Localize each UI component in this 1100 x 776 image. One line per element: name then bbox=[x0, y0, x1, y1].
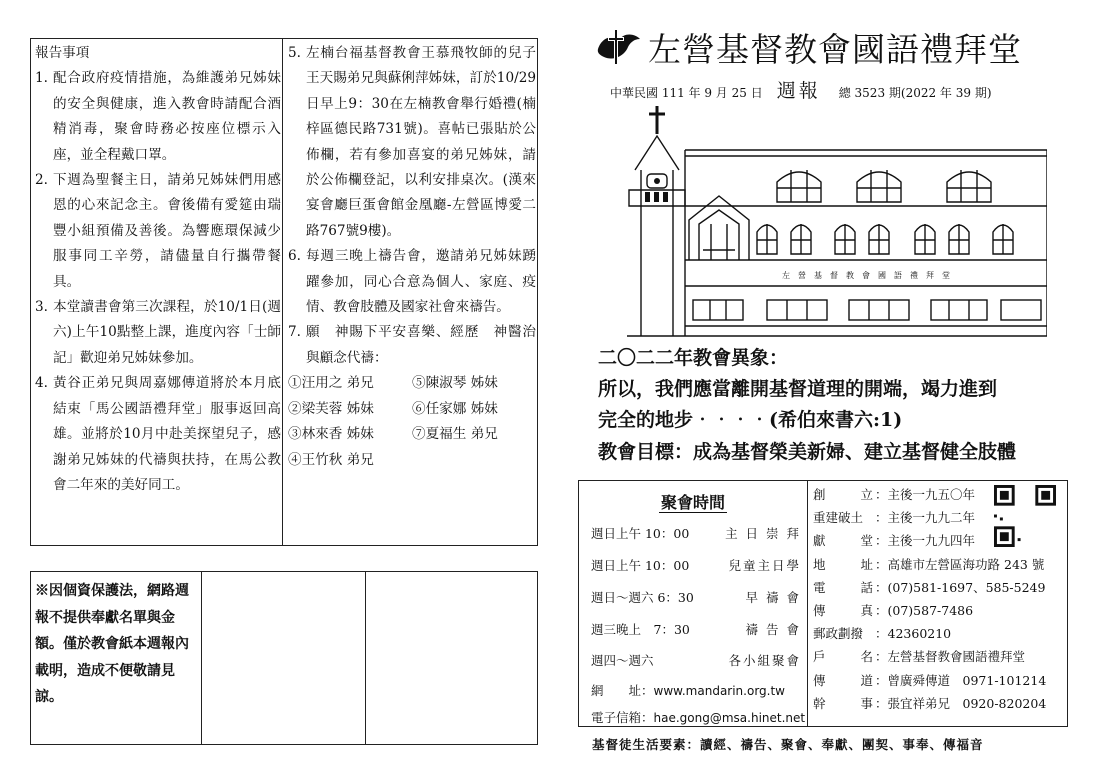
church-detail-row: 創 立 ： 主後一九五〇年 bbox=[813, 483, 1067, 506]
church-detail-value: (07)587-7486 bbox=[887, 603, 974, 619]
issue-number: 總 3523 期(2022 年 39 期) bbox=[838, 86, 992, 100]
service-row: 週日～週六 6：30 早 禱 會 bbox=[591, 590, 801, 605]
vision-verse-line-1: 所以，我們應當離開基督道理的開端，竭力進到 bbox=[598, 378, 998, 400]
service-times bbox=[579, 481, 807, 726]
prayer-row: ③林來香 姊妹 ⑦夏福生 弟兄 bbox=[288, 426, 498, 443]
prayer-row: ④王竹秋 弟兄 bbox=[288, 451, 374, 468]
email-row: 電子信箱：hae.gong@msa.hinet.net bbox=[591, 710, 806, 725]
church-detail-label: 幹 事 bbox=[813, 695, 873, 711]
bulletin-subheader bbox=[610, 76, 1070, 103]
church-detail-row: 重建破土 ： 主後一九九二年 bbox=[813, 506, 1067, 529]
announcements-right-column bbox=[286, 41, 536, 473]
building-sign: 左 營 基 督 教 會 國 語 禮 拜 堂 bbox=[782, 271, 950, 280]
website-link[interactable]: www.mandarin.org.tw bbox=[653, 684, 785, 698]
service-row: 週四～週六 各小組聚會 bbox=[591, 653, 801, 668]
church-detail-value: (07)581-1697、585-5249 bbox=[887, 579, 1046, 595]
service-row: 週三晚上 7：30 禱 告 會 bbox=[591, 622, 801, 637]
announcement-item-3: 3. 本堂讀書會第三次課程，於10/1日(週六)上午10點整上課，進度內容「士師記」歡迎弟兄姊妹參加。 bbox=[35, 299, 281, 366]
church-info-box bbox=[578, 480, 1068, 727]
announcement-item-6: 6. 每週三晚上禱告會，邀請弟兄姊妹踴躍參加，同心合意為個人、家庭、疫情、教會肢體及國家社會來禱告。 bbox=[288, 248, 536, 316]
church-detail-label: 戶 名 bbox=[813, 649, 873, 665]
church-detail-row: 地 址 ： 高雄市左營區海功路 243 號 bbox=[813, 553, 1067, 576]
email-link[interactable]: hae.gong@msa.hinet.net bbox=[653, 711, 806, 725]
church-detail-label: 創 立 bbox=[813, 487, 873, 502]
church-detail-value: 曾廣舜傳道 0971-101214 bbox=[887, 672, 1047, 688]
column-divider bbox=[282, 39, 283, 545]
service-row: 週日上午 10：00 主 日 崇 拜 bbox=[591, 526, 801, 541]
announcements-heading: 報告事項 bbox=[35, 45, 90, 61]
church-detail-label: 獻 堂 bbox=[813, 533, 873, 549]
table-divider bbox=[365, 572, 366, 744]
church-detail-value: 42360210 bbox=[887, 626, 952, 642]
announcement-item-4: 4. 黃谷正弟兄與周嘉娜傳道將於本月底結束「馬公國語禮拜堂」服事返回高雄。並將於10月中赴美探望兒子，感謝弟兄姊妹的代禱與扶持，在馬公教會二年來的美好同工。 bbox=[35, 375, 281, 493]
church-goal: 教會目標：成為基督榮美新婦、建立基督健全肢體 bbox=[598, 441, 1017, 463]
service-row: 週日上午 10：00 兒童主日學 bbox=[591, 558, 801, 573]
church-detail-value: 主後一九九四年 bbox=[887, 533, 976, 549]
church-detail-value: 左營基督教會國語禮拜堂 bbox=[887, 649, 1026, 665]
church-detail-label: 郵政劃撥 bbox=[813, 626, 864, 642]
church-detail-label: 地 址 bbox=[813, 556, 873, 572]
footer-motto: 基督徒生活要素：讀經、禱告、聚會、奉獻、團契、事奉、傳福音 bbox=[592, 737, 984, 752]
bulletin-label: 週報 bbox=[776, 80, 821, 102]
church-detail-label: 傳 真 bbox=[813, 603, 873, 619]
privacy-notice-box bbox=[30, 571, 538, 745]
church-detail-row: 幹 事 ： 張宜祥弟兄 0920-820204 bbox=[813, 692, 1067, 715]
church-detail-value: 張宜祥弟兄 0920-820204 bbox=[887, 695, 1047, 711]
announcements-left-column bbox=[33, 41, 281, 498]
church-logo-icon bbox=[594, 27, 642, 67]
qr-code-icon[interactable] bbox=[994, 485, 1056, 547]
announcements-box bbox=[30, 38, 538, 546]
church-detail-label: 電 話 bbox=[813, 579, 873, 595]
table-divider bbox=[201, 572, 202, 744]
church-detail-label: 重建破土 bbox=[813, 510, 864, 526]
service-times-heading: 聚會時間 bbox=[660, 493, 725, 512]
church-detail-row: 電 話 ： (07)581-1697、585-5249 bbox=[813, 576, 1067, 599]
announcement-item-5: 5. 左楠台福基督教會王慕飛牧師的兒子王天賜弟兄與蘇俐萍姊妹，訂於10/29日早上9：30在左楠教會舉行婚禮(楠梓區德民路731號)。喜帖已張貼於公佈欄，若有參加喜宴的弟兄姊妹，請於公佈欄登記，以利安排桌次。(漢來宴會廳巨蛋會館金凰廳-左營區博愛二路767號9樓)。 bbox=[288, 45, 536, 239]
announcement-item-1: 1. 配合政府疫情措施，為維護弟兄姊妹的安全與健康，進入教會時請配合酒精消毒，聚會時務必按座位標示入座，並全程戴口罩。 bbox=[35, 70, 281, 163]
vision-title: 二〇二二年教會異象： bbox=[598, 347, 789, 369]
church-detail-value: 主後一九九二年 bbox=[887, 510, 976, 526]
prayer-row: ①汪用之 弟兄 ⑤陳淑琴 姊妹 bbox=[288, 375, 498, 392]
announcement-item-7: 7. 願 神賜下平安喜樂、經歷 神醫治與顧念代禱： bbox=[288, 324, 536, 366]
website-row: 網 址：www.mandarin.org.tw bbox=[591, 683, 785, 698]
church-building-illustration bbox=[627, 100, 1047, 338]
info-divider bbox=[807, 481, 808, 726]
prayer-row: ②梁芙蓉 姊妹 ⑥任家娜 姊妹 bbox=[288, 400, 498, 417]
church-detail-row: 戶 名 ： 左營基督教會國語禮拜堂 bbox=[813, 645, 1067, 668]
vision-section bbox=[598, 343, 1078, 468]
announcement-item-2: 2. 下週為聖餐主日，請弟兄姊妹們用感恩的心來記念主。會後備有愛筵由瑞豐小組預備及善後。為響應環保減少服事同工辛勞，請儘量自行攜帶餐具。 bbox=[35, 172, 281, 290]
vision-verse-line-2: 完全的地步‧‧‧‧(希伯來書六:1) bbox=[598, 409, 903, 431]
privacy-notice: ※因個資保護法，網路週報不提供奉獻名單與金額。僅於教會紙本週報內載明，造成不便敬請見諒。 bbox=[35, 583, 189, 705]
church-detail-value: 主後一九五〇年 bbox=[887, 487, 976, 502]
church-detail-row: 傳 真 ： (07)587-7486 bbox=[813, 599, 1067, 622]
church-detail-value: 高雄市左營區海功路 243 號 bbox=[887, 556, 1045, 572]
bulletin-date: 中華民國 111 年 9 月 25 日 bbox=[610, 86, 763, 100]
church-detail-label: 傳 道 bbox=[813, 672, 873, 688]
church-detail-row: 郵政劃撥 ： 42360210 bbox=[813, 622, 1067, 645]
church-name: 左營基督教會國語禮拜堂 bbox=[648, 29, 1022, 69]
church-detail-row: 傳 道 ： 曾廣舜傳道 0971-101214 bbox=[813, 669, 1067, 692]
prayer-list bbox=[286, 371, 536, 473]
church-detail-row: 獻 堂 ： 主後一九九四年 bbox=[813, 529, 1067, 552]
bulletin-masthead bbox=[594, 20, 1054, 74]
